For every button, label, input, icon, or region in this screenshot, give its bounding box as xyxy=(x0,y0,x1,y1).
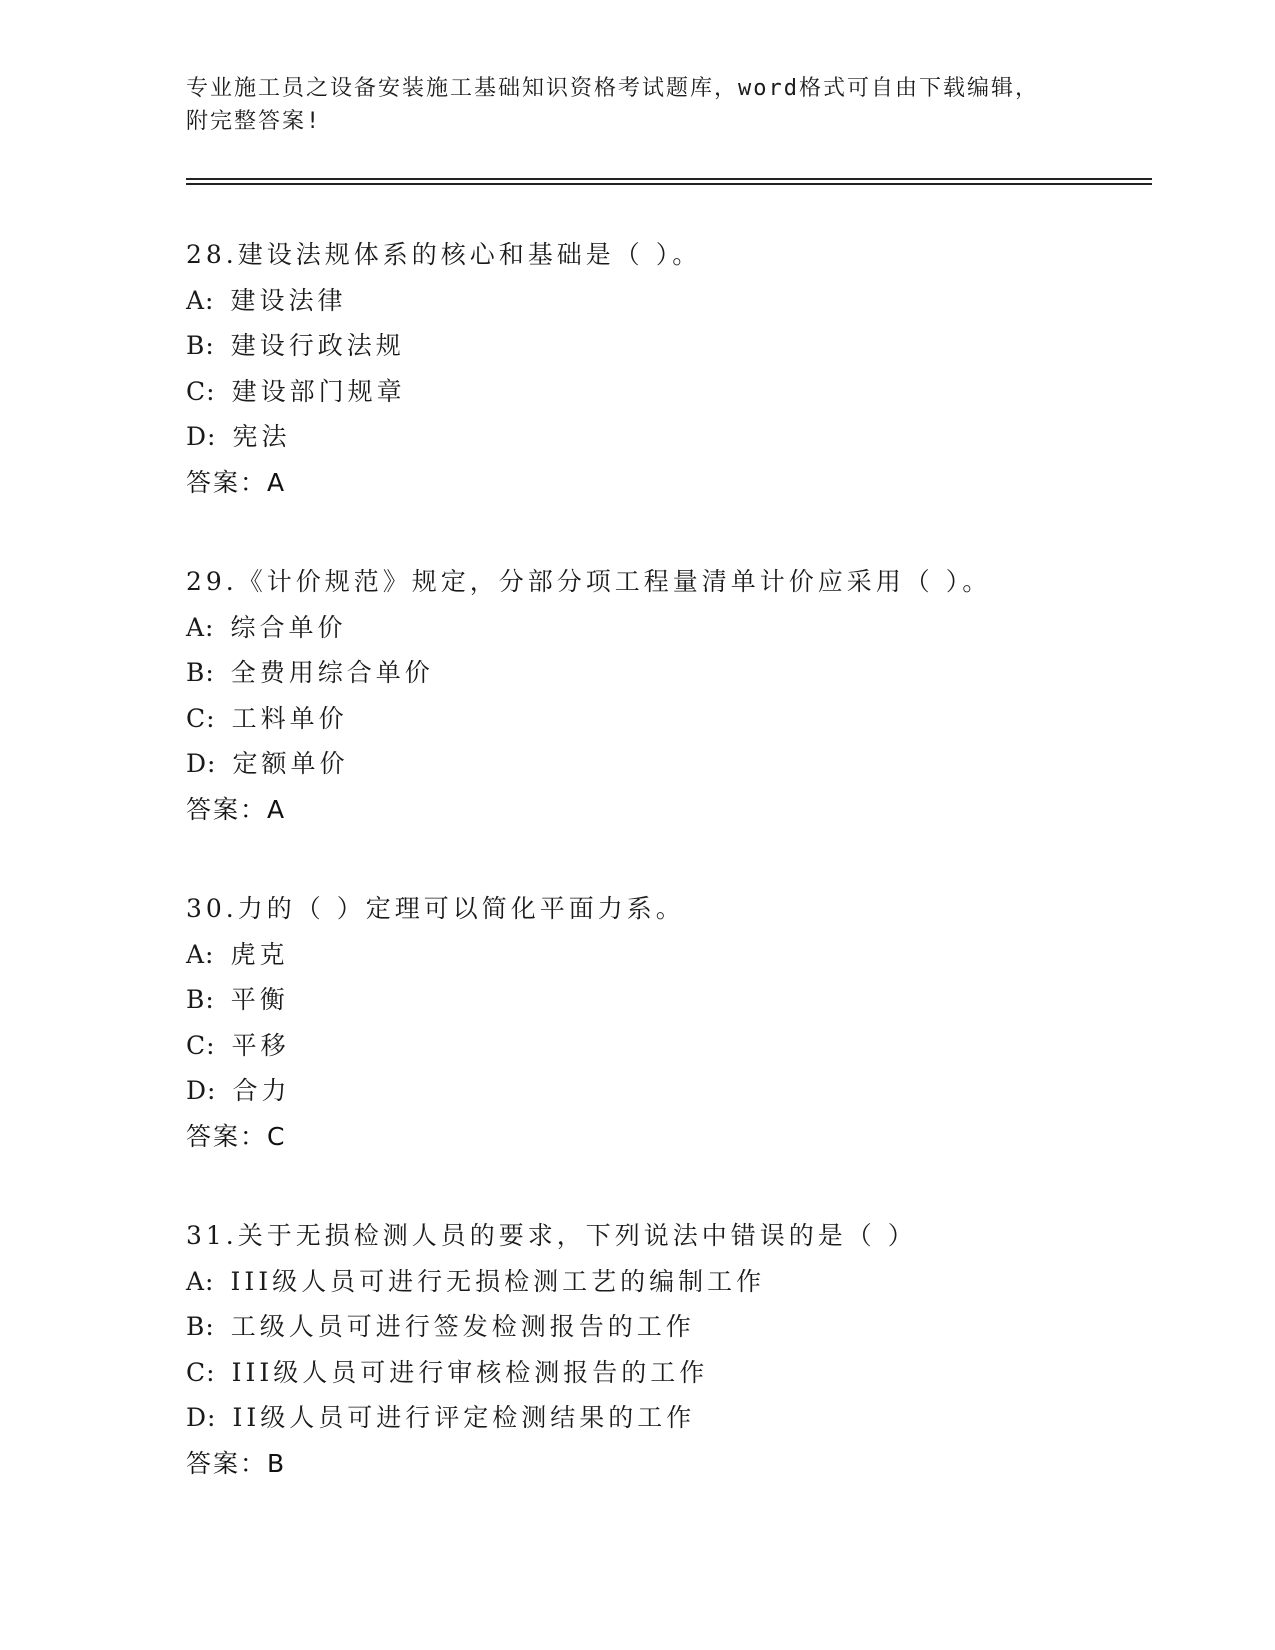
option-label: C: xyxy=(186,1357,216,1387)
option-b xyxy=(186,650,1146,696)
option-a xyxy=(186,605,1146,651)
option-text: III级人员可进行审核检测报告的工作 xyxy=(231,1357,709,1387)
option-label: B: xyxy=(186,658,215,687)
question-31 xyxy=(186,1213,1146,1486)
option-label: C: xyxy=(186,703,216,733)
option-text: 定额单价 xyxy=(232,749,349,778)
option-text: 工料单价 xyxy=(231,703,348,733)
option-text: 建设部门规章 xyxy=(231,376,406,406)
option-text: 工级人员可进行签发检测报告的工作 xyxy=(230,1312,695,1341)
option-label: B: xyxy=(186,331,215,360)
option-text: 平衡 xyxy=(230,985,289,1014)
question-stem: 28.建设法规体系的核心和基础是（ ）。 xyxy=(186,240,702,269)
option-label: D: xyxy=(186,1076,217,1105)
option-a xyxy=(186,1259,1146,1305)
option-label: D: xyxy=(186,422,217,451)
option-text: 建设行政法规 xyxy=(230,331,405,360)
option-d xyxy=(186,414,1146,460)
option-c xyxy=(186,696,1146,742)
question-stem: 30.力的（ ）定理可以简化平面力系。 xyxy=(186,894,685,923)
option-text: 合力 xyxy=(232,1076,291,1105)
question-stem: 29.《计价规范》规定，分部分项工程量清单计价应采用（ ）。 xyxy=(186,567,992,596)
question-list xyxy=(186,232,1146,1540)
option-label: B: xyxy=(186,985,215,1014)
option-c xyxy=(186,1350,1146,1396)
option-c xyxy=(186,1023,1146,1069)
question-29 xyxy=(186,559,1146,832)
option-label: D: xyxy=(186,1403,217,1432)
option-text: 建设法律 xyxy=(230,285,347,315)
option-text: 宪法 xyxy=(232,422,291,451)
option-label: A: xyxy=(186,1266,215,1296)
option-a xyxy=(186,278,1146,324)
option-label: C: xyxy=(186,376,216,406)
option-text: III级人员可进行无损检测工艺的编制工作 xyxy=(230,1266,766,1296)
question-30 xyxy=(186,886,1146,1159)
header-double-rule xyxy=(186,178,1152,185)
option-d xyxy=(186,741,1146,787)
answer-line: 答案：A xyxy=(186,467,287,497)
question-28 xyxy=(186,232,1146,505)
option-c xyxy=(186,369,1146,415)
option-label: A: xyxy=(186,612,215,642)
option-d xyxy=(186,1395,1146,1441)
option-label: A: xyxy=(186,285,215,315)
option-b xyxy=(186,1304,1146,1350)
option-text: 综合单价 xyxy=(230,612,347,642)
answer-line: 答案：C xyxy=(186,1121,287,1151)
answer-line: 答案：A xyxy=(186,794,287,824)
option-text: II级人员可进行评定检测结果的工作 xyxy=(232,1403,696,1432)
header-line-2: 附完整答案! xyxy=(186,109,322,134)
option-b xyxy=(186,323,1146,369)
option-label: D: xyxy=(186,749,217,778)
answer-line: 答案：B xyxy=(186,1448,287,1478)
option-text: 平移 xyxy=(231,1030,290,1060)
question-stem: 31.关于无损检测人员的要求，下列说法中错误的是（ ） xyxy=(186,1221,917,1250)
option-label: A: xyxy=(186,939,215,969)
option-text: 虎克 xyxy=(230,939,289,969)
document-header xyxy=(186,72,1106,138)
option-b xyxy=(186,977,1146,1023)
option-a xyxy=(186,932,1146,978)
header-line-1: 专业施工员之设备安装施工基础知识资格考试题库，word格式可自由下载编辑， xyxy=(186,76,1039,101)
option-text: 全费用综合单价 xyxy=(230,658,434,687)
option-label: C: xyxy=(186,1030,216,1060)
option-label: B: xyxy=(186,1312,215,1341)
option-d xyxy=(186,1068,1146,1114)
